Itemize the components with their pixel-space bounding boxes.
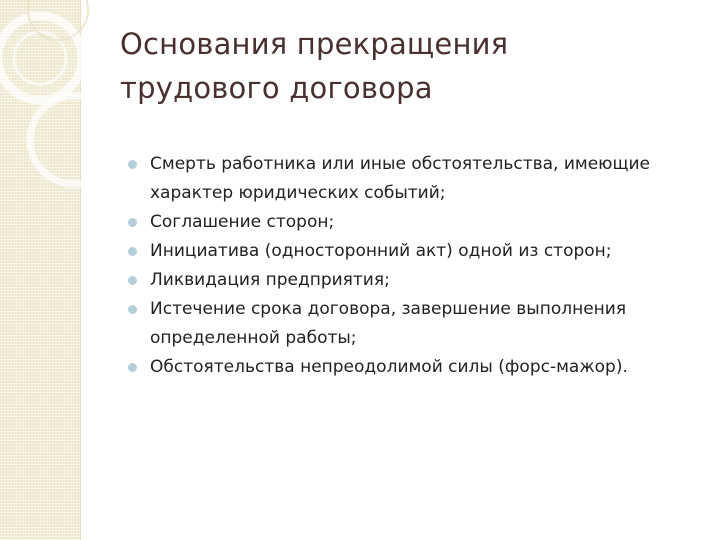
slide-title [120,22,680,110]
bullet-text: Смерть работника или иные обстоятельства, имеющие характер юридических событий; [150,154,650,203]
bullet-text: Истечение срока договора, завершение выполнения определенной работы; [150,299,627,348]
bullet-text: Инициатива (односторонний акт) одной из сторон; [150,241,612,261]
bullet-dot-icon [128,363,137,372]
bullet-text: Обстоятельства непреодолимой силы (форс-мажор). [150,357,628,377]
bullet-dot-icon [128,305,137,314]
bullet-item-liquidation [128,266,708,295]
bullet-list [128,150,708,382]
slide-title-line-1: Основания прекращения [120,27,509,61]
bullet-item-force-majeure [128,353,708,382]
bullet-dot-icon [128,218,137,227]
decor-circle-large [0,16,82,100]
decor-circle-lower [30,96,118,184]
bullet-text: Соглашение сторон; [150,212,335,232]
bullet-dot-icon [128,247,137,256]
bullet-item-agreement [128,208,708,237]
bullet-item-death [128,150,708,208]
bullet-dot-icon [128,276,137,285]
bullet-dot-icon [128,160,137,169]
bullet-item-initiative [128,237,708,266]
decorative-circles [0,0,140,200]
bullet-item-expiration [128,295,708,353]
bullet-text: Ликвидация предприятия; [150,270,390,290]
slide-title-line-2: трудового договора [120,71,433,105]
